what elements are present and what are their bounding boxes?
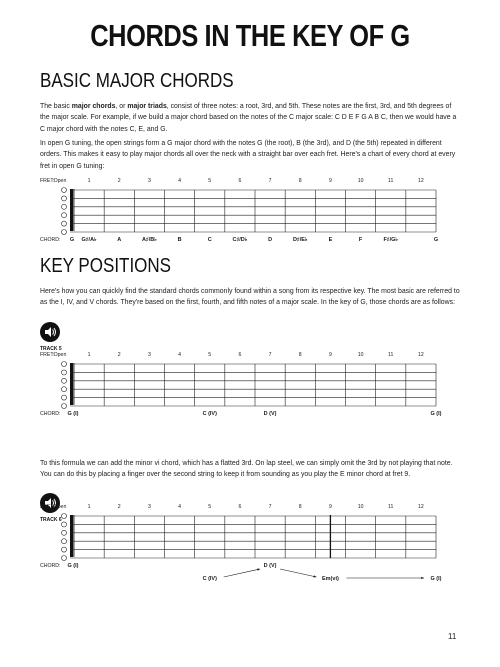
fret-number: 12: [418, 504, 424, 510]
fret-number: 8: [298, 178, 302, 184]
paragraph-text: , or: [115, 103, 128, 110]
open-string-marker: [62, 556, 67, 561]
arrow-head: [421, 577, 424, 579]
term-major-triads: major triads: [127, 103, 167, 110]
fret-number: 8: [298, 352, 302, 358]
open-string-marker: [62, 539, 67, 544]
paragraph-text: , consist of three notes: a root, 3rd, and 5th. These notes are the first, 3rd, and 5th degrees of the major scale. For example, if we build a major chord based on the notes of the C major scale: C D E F G A B C, then we would have a C major chord with the notes C, E, and G.: [40, 103, 457, 133]
chord-name: C: [207, 237, 212, 243]
fret-number: 3: [147, 504, 151, 510]
fret-number: 5: [208, 504, 212, 510]
fret-number: 9: [328, 178, 332, 184]
paragraph-text: The basic: [40, 103, 72, 110]
fret-number: 4: [178, 178, 182, 184]
chord-name: G: [69, 237, 75, 243]
fret-number: 1: [87, 504, 91, 510]
chord-name: D (V): [263, 411, 277, 417]
fret-number: 7: [268, 352, 272, 358]
progression-chord: G (I): [430, 576, 442, 582]
fret-number: 6: [238, 504, 242, 510]
fret-number: 2: [117, 178, 121, 184]
paragraph-minor-vi: To this formula we can add the minor vi chord, which has a flatted 3rd. On lap steel, we can simply omit the 3rd by not playing that note. You can do this by placing a finger over the second string to keep it from sounding as you play the E minor chord at fret 9.: [40, 460, 453, 479]
chord-row-label: CHORD:: [40, 237, 61, 243]
fret-number: 10: [357, 352, 364, 358]
open-string-marker: [62, 530, 67, 535]
fret-number: 11: [388, 178, 394, 184]
chord-name: D: [268, 237, 273, 243]
page-title: CHORDS IN THE KEY OF G: [90, 18, 410, 53]
fret-number: 4: [178, 352, 182, 358]
open-string-marker: [62, 514, 67, 519]
fret-number: 2: [117, 504, 121, 510]
fret-number: 4: [178, 504, 182, 510]
section-heading-basic-major-chords: BASIC MAJOR CHORDS: [40, 70, 234, 92]
fret-number: 9: [328, 504, 332, 510]
fret-number: 5: [208, 352, 212, 358]
progression-chord: Em(vi): [322, 576, 339, 582]
chord-row-label: CHORD:: [40, 411, 61, 417]
open-string-marker: [62, 522, 67, 527]
chord-name: G: [433, 237, 439, 243]
fret-number: 10: [357, 504, 364, 510]
fret-number: 9: [328, 352, 332, 358]
progression-arrow: [224, 569, 260, 577]
fret-number: 8: [298, 504, 302, 510]
fret-number: 12: [418, 352, 424, 358]
chord-name: F: [358, 237, 363, 243]
progression-arrow: [280, 569, 316, 577]
chord-name: D♯/E♭: [292, 237, 308, 243]
fret-label: FRET:: [40, 504, 55, 510]
section-heading-key-positions: KEY POSITIONS: [40, 255, 172, 277]
chord-name: C♯/D♭: [232, 237, 248, 243]
chord-name: F♯/G♭: [383, 237, 399, 243]
track-label: TRACK 5: [40, 346, 62, 352]
fret-number: 12: [418, 178, 424, 184]
nut: [70, 515, 73, 557]
fret-label: FRET:: [40, 352, 55, 358]
fret-number: Open: [53, 178, 67, 184]
fret-number: 5: [208, 178, 212, 184]
chord-name: C (IV): [202, 411, 217, 417]
fret-label: FRET:: [40, 178, 55, 184]
fret-number: 3: [147, 178, 151, 184]
fret-number: 11: [388, 504, 394, 510]
page-number: 11: [448, 632, 457, 641]
paragraph-key-positions: Here's how you can quickly find the standard chords commonly found within a song from its respective key. The most basic are referred to as the I, IV, and V chords. They're based on the first, fourth, and fifth notes of a major scale. In the key of G, those chords are as follows:: [40, 288, 460, 307]
chord-name: A: [117, 237, 122, 243]
fret-number: 2: [117, 352, 121, 358]
fret-number: 7: [268, 504, 272, 510]
chord-name: D (V): [263, 563, 277, 569]
fret-number: 10: [357, 178, 364, 184]
chord-name: G (I): [430, 411, 442, 417]
chord-name: G (I): [67, 411, 79, 417]
track-label: TRACK 6: [40, 517, 62, 523]
chord-name: A♯/B♭: [142, 237, 157, 243]
chord-name: B: [177, 237, 182, 243]
term-major-chords: major chords: [71, 103, 116, 110]
chord-name: E: [328, 237, 333, 243]
fret-number: Open: [53, 352, 67, 358]
fret-number: 11: [388, 352, 394, 358]
open-string-marker: [62, 547, 67, 552]
progression-chord: C (IV): [202, 576, 217, 582]
fret-number: 3: [147, 352, 151, 358]
chord-name: G♯/A♭: [81, 237, 97, 243]
paragraph-open-g-tuning: In open G tuning, the open strings form a G major chord with the notes G (the root), B (the 3rd), and D (the 5th) repeated in different orders. This makes it easy to play major chords all over the neck with a straight bar over each fret. Here's a chart of every chord at every fret in open G tuning:: [40, 140, 456, 170]
chord-row-label: CHORD:: [40, 563, 61, 569]
fret-number: 1: [87, 178, 91, 184]
fret-number: 7: [268, 178, 272, 184]
fret-number: 1: [87, 352, 91, 358]
fret-number: 6: [238, 178, 242, 184]
chord-name: G (I): [67, 563, 79, 569]
fret-number: 6: [238, 352, 242, 358]
fret-number: Open: [53, 504, 67, 510]
